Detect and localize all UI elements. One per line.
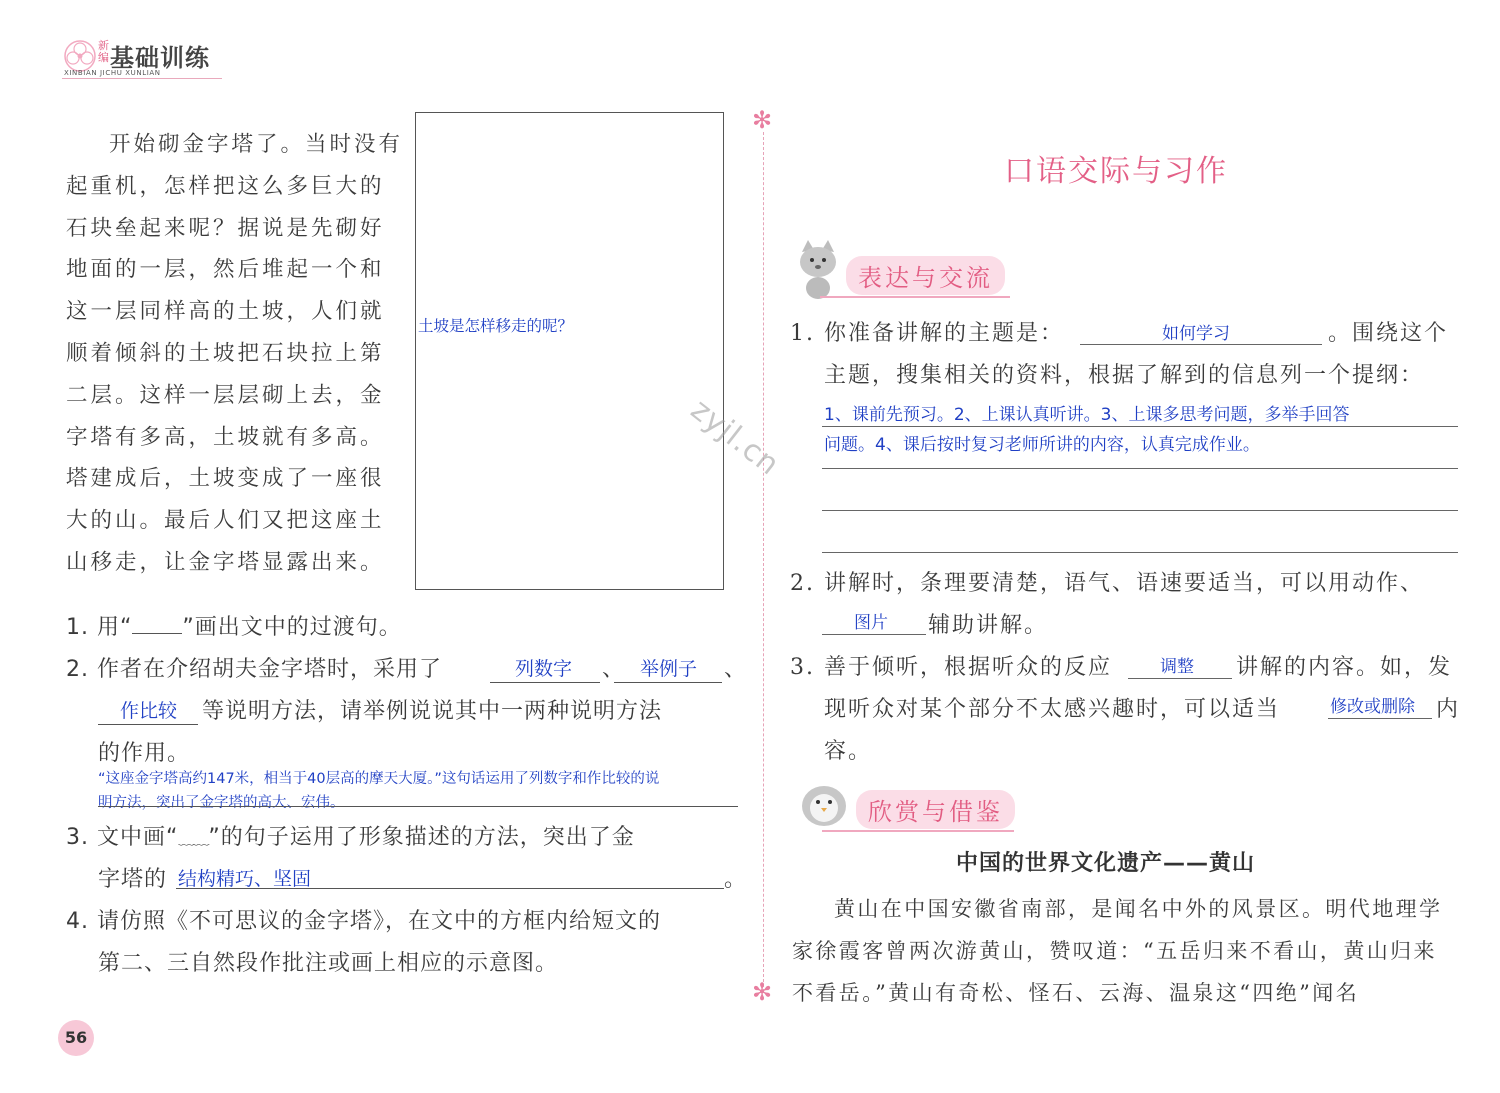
section-badge-expression: 表达与交流 [846,256,1005,295]
q3-blank[interactable] [176,888,724,889]
passage-paragraph: 开始砌金字塔了。当时没有起重机，怎样把这么多巨大的石块垒起来呢？据说是先砌好地面的一层，然后堆起一个和这一层同样高的土坡，人们就顺着倾斜的土坡把石块拉上第二层。这样一层层砌上去，金字塔有多高，土坡就有多高。塔建成后，土坡变成了一座很大的山。最后人们又把这座土山移走，让金字塔显露出来。 [66,132,404,575]
annotation-answer: 土坡是怎样移走的呢？ [418,317,574,335]
reading-passage [66,124,406,584]
q2-answer-3: 作比较 [120,700,178,722]
r1-answer-line3[interactable] [822,510,1458,511]
r1-line2-text: 主题，搜集相关的资料，根据了解到的信息列一个提纲： [824,363,1425,388]
penguin-mascot-icon [796,776,852,832]
r1-topic-answer: 如何学习 [1162,324,1230,344]
annotation-box[interactable] [415,112,724,590]
r3-line2-end: 内 [1436,697,1461,722]
r1-answer-line1[interactable] [822,426,1458,427]
section-title: 口语交际与习作 [1004,154,1228,189]
r3-line2-text: 现听众对某个部分不太感兴趣时，可以适当 [824,697,1281,722]
q2-blank-1[interactable] [490,682,600,683]
r2-line1-text: 2. 讲解时，条理要清楚，语气、语速要适当，可以用动作、 [790,571,1424,596]
question-2-line2: 等说明方法，请举例说说其中一两种说明方法 [202,699,663,724]
q2-answer-line[interactable] [98,806,738,807]
star-bottom-icon: ✻ [752,978,773,1006]
r3-answer-2: 修改或删除 [1330,697,1415,717]
q2-blank-3[interactable] [98,724,198,725]
r3-answer-1: 调整 [1160,657,1194,677]
r1-line1-end: 。围绕这个 [1328,321,1449,346]
brand-pinyin: XINBIAN JICHU XUNLIAN [64,69,161,77]
question-2-line3: 的作用。 [98,741,191,766]
q1-text-b: ”画出文中的过渡句。 [182,615,402,640]
r3-blank-1[interactable] [1128,678,1232,679]
watermark: zyjl.cn [684,392,787,483]
q2-explanation-line2: 明方法，突出了金字塔的高大、宏伟。 [98,795,345,811]
q3-wavy-mark: ﹏﹏ [178,829,209,848]
r1-topic-blank[interactable] [1080,344,1322,345]
badge2-underline [822,830,1014,832]
r3-line1-text: 3. 善于倾听，根据听众的反应 [790,655,1112,680]
question-3-line1 [66,820,635,851]
q1-text-a: 1. 用“ [66,615,133,640]
section-badge-appreciation: 欣赏与借鉴 [856,790,1015,829]
r1-answer-line4[interactable] [822,552,1458,553]
article-title: 中国的世界文化遗产——黄山 [956,851,1256,876]
r2-answer: 图片 [854,613,888,633]
column-divider [763,132,764,992]
r1-outline-line1: 1、课前先预习。2、上课认真听讲。3、上课多思考问题，多举手回答 [824,405,1350,425]
r2-line2-text: 辅助讲解。 [928,613,1049,638]
r1-answer-line2[interactable] [822,468,1458,469]
page-number: 56 [58,1020,94,1056]
q3-text-a: 3. 文中画“ [66,825,179,850]
question-1 [66,610,402,641]
q2-answer-2: 举例子 [640,658,698,680]
q2-blank-2[interactable] [614,682,722,683]
r3-line3-text: 容。 [824,739,873,764]
cat-mascot-icon [792,238,844,300]
q2-explanation-line1: “这座金字塔高约147米，相当于40层高的摩天大厦。”这句话运用了列数字和作比较的说 [98,771,660,787]
question-2-line1: 2. 作者在介绍胡夫金字塔时，采用了 [66,657,442,682]
q3-answer: 结构精巧、坚固 [178,868,312,890]
q3-end: 。 [724,867,748,892]
question-4-line1: 4. 请仿照《不可思议的金字塔》，在文中的方框内给短文的 [66,909,661,934]
r2-blank[interactable] [822,634,926,635]
article-paragraph: 黄山在中国安徽省南部，是闻名中外的风景区。明代地理学家徐霞客曾两次游黄山，赞叹道：“五岳归来不看山，黄山归来不看岳。”黄山有奇松、怪石、云海、温泉这“四绝”闻名 [792,897,1443,1005]
star-top-icon: ✻ [752,106,773,134]
r3-line1-end: 讲解的内容。如，发 [1236,655,1453,680]
brand-title: 基础训练 [110,44,210,72]
r1-line1-text: 1. 你准备讲解的主题是： [790,321,1064,346]
badge1-underline [820,296,1010,298]
header-rule [62,78,222,79]
q3-text-b: ”的句子运用了形象描述的方法，突出了金 [208,825,635,850]
question-4-line2: 第二、三自然段作批注或画上相应的示意图。 [98,951,559,976]
q2-answer-1: 列数字 [515,658,573,680]
brand-small-label: 新编 [98,39,109,64]
q2-separator-1: 、 [602,657,626,682]
question-3-line2: 字塔的 [98,867,168,892]
r1-outline-line2: 问题。4、课后按时复习老师所讲的内容，认真完成作业。 [824,435,1260,455]
r3-blank-2[interactable] [1328,718,1432,719]
q1-blank[interactable] [132,633,182,634]
article-body [792,888,1460,1014]
q2-separator-2: 、 [724,657,748,682]
